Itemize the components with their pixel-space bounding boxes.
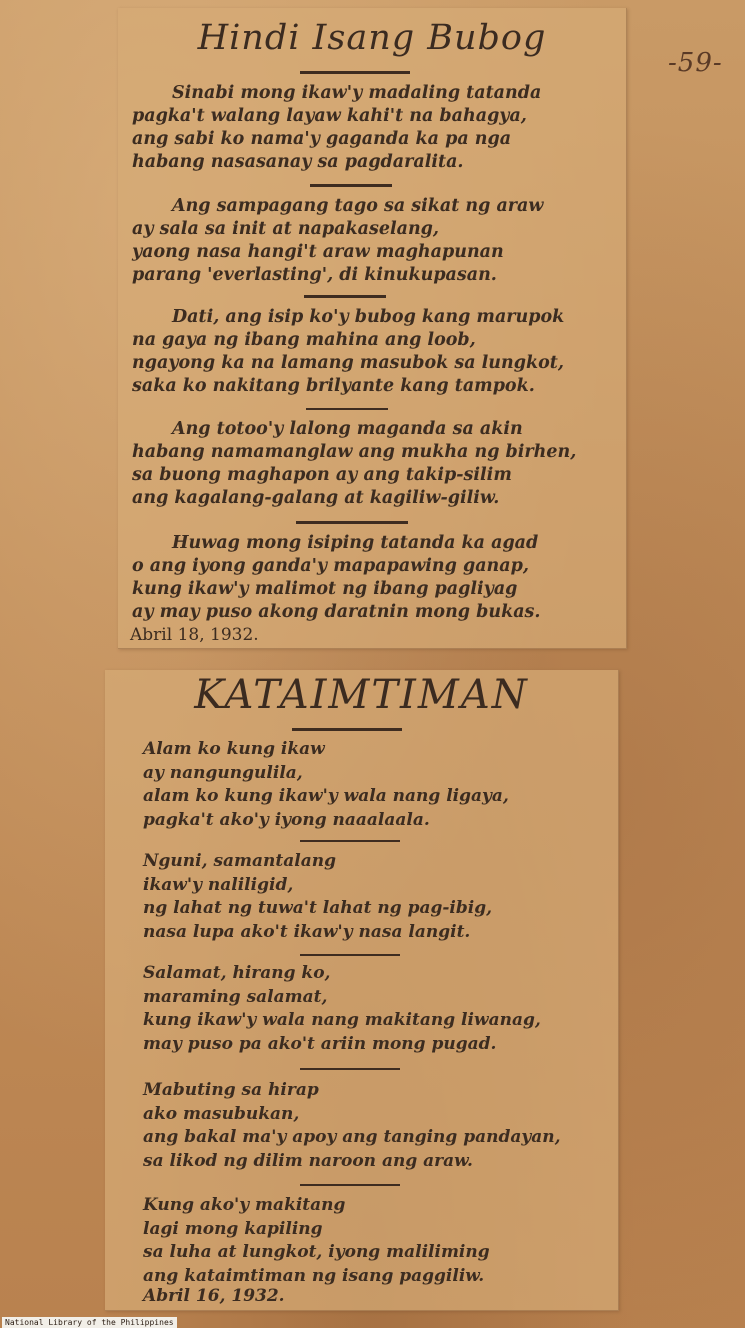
poem-line: ang bakal ma'y apoy ang tanging pandayan,: [143, 1127, 561, 1147]
poem-line: na gaya ng ibang mahina ang loob,: [132, 330, 476, 350]
divider: [296, 521, 408, 524]
poem-line: sa likod ng dilim naroon ang araw.: [143, 1150, 473, 1171]
stanza-2: [132, 195, 543, 287]
stanza-5: [143, 1194, 490, 1288]
stanza-1: [132, 82, 541, 174]
divider: [300, 1184, 400, 1186]
poem-line: ako masubukan,: [143, 1103, 300, 1124]
page-number: -59-: [668, 48, 723, 78]
poem-line: Sinabi mong ikaw'y madaling tatanda: [172, 83, 542, 103]
poem-line: nasa lupa ako't ikaw'y nasa langit.: [143, 921, 471, 942]
poem-line: Salamat, hirang ko,: [143, 963, 331, 983]
clipping-kataimtiman: [105, 670, 619, 1311]
divider: [300, 71, 410, 74]
poem-line: Ang totoo'y lalong maganda sa akin: [172, 419, 523, 439]
poem-line: pagka't ako'y iyong naaalaala.: [143, 809, 430, 830]
poem-line: maraming salamat,: [143, 986, 328, 1007]
poem-line: ikaw'y naliligid,: [143, 874, 294, 895]
divider: [310, 184, 392, 187]
stanza-4: [132, 418, 576, 510]
poem-line: may puso pa ako't ariin mong pugad.: [143, 1033, 497, 1054]
stanza-2: [143, 850, 492, 944]
poem-line: Nguni, samantalang: [143, 851, 336, 871]
poem-line: ang sabi ko nama'y gaganda ka pa nga: [132, 129, 512, 149]
poem-line: Mabuting sa hirap: [143, 1080, 319, 1100]
poem-date: Abril 16, 1932.: [143, 1286, 285, 1306]
clipping-hindi-isang-bubog: [118, 8, 627, 649]
poem-line: kung ikaw'y wala nang makitang liwanag,: [143, 1010, 541, 1030]
divider: [292, 728, 402, 731]
divider: [300, 840, 400, 842]
poem-line: sa luha at lungkot, iyong maliliming: [143, 1242, 490, 1262]
poem-line: ay sala sa init at napakaselang,: [132, 219, 439, 239]
stanza-5: [132, 532, 541, 624]
poem-line: kung ikaw'y malimot ng ibang pagliyag: [132, 579, 518, 599]
poem-line: ng lahat ng tuwa't lahat ng pag-ibig,: [143, 898, 493, 918]
stanza-1: [143, 738, 509, 832]
stanza-4: [143, 1079, 561, 1173]
poem-line: ang kataimtiman ng isang paggiliw.: [143, 1265, 485, 1286]
divider: [306, 408, 388, 410]
poem-line: Dati, ang isip ko'y bubog kang marupok: [172, 307, 565, 327]
stanza-3: [132, 306, 564, 398]
divider: [300, 954, 400, 956]
poem-line: ang kagalang-galang at kagiliw-giliw.: [132, 488, 500, 508]
poem-line: Ang sampagang tago sa sikat ng araw: [172, 196, 544, 216]
poem-line: Huwag mong isiping tatanda ka agad: [172, 533, 539, 553]
poem-line: habang nasasanay sa pagdaralita.: [132, 152, 464, 172]
poem-line: sa buong maghapon ay ang takip-silim: [132, 465, 512, 485]
poem-line: ay may puso akong daratnin mong bukas.: [132, 602, 541, 622]
poem-line: pagka't walang layaw kahi't na bahagya,: [132, 106, 527, 126]
poem-line: o ang iyong ganda'y mapapawing ganap,: [132, 556, 529, 576]
divider: [300, 1068, 400, 1070]
poem-line: alam ko kung ikaw'y wala nang ligaya,: [143, 786, 509, 806]
poem-line: Alam ko kung ikaw: [143, 739, 325, 759]
poem-date: Abril 18, 1932.: [130, 625, 259, 645]
poem-line: lagi mong kapiling: [143, 1218, 323, 1239]
divider: [304, 295, 386, 298]
poem-line: habang namamanglaw ang mukha ng birhen,: [132, 442, 577, 462]
poem-line: saka ko nakitang brilyante kang tampok.: [132, 376, 535, 396]
poem-line: ay nangungulila,: [143, 762, 303, 783]
archive-footer: National Library of the Philippines: [2, 1317, 177, 1328]
poem-line: yaong nasa hangi't araw maghapunan: [132, 242, 504, 262]
poem-line: ngayong ka na lamang masubok sa lungkot,: [132, 353, 564, 373]
poem-title: KATAIMTIMAN: [194, 672, 529, 718]
poem-title: Hindi Isang Bubog: [197, 18, 547, 58]
stanza-3: [143, 962, 541, 1056]
poem-line: parang 'everlasting', di kinukupasan.: [132, 265, 497, 285]
poem-line: Kung ako'y makitang: [143, 1195, 346, 1215]
